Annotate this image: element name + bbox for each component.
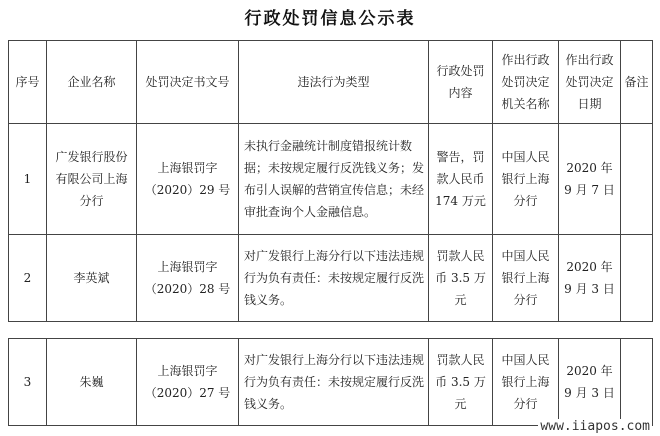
header-authority: 作出行政处罚决定机关名称 [493,41,559,124]
cell-violation: 对广发银行上海分行以下违法违规行为负有责任：未按规定履行反洗钱义务。 [239,235,429,322]
cell-decision-no: 上海银罚字（2020）29 号 [137,124,239,235]
cell-decision-no: 上海银罚字（2020）27 号 [137,339,239,426]
penalty-table [8,40,653,322]
cell-authority: 中国人民银行上海分行 [493,339,559,426]
cell-company: 朱巍 [47,339,137,426]
watermark: www.iiapos.com [540,419,650,434]
cell-note [621,124,653,235]
cell-penalty: 罚款人民币 3.5 万元 [429,235,493,322]
cell-date: 2020 年 9 月 3 日 [559,235,621,322]
cell-company: 广发银行股份有限公司上海分行 [47,124,137,235]
header-note: 备注 [621,41,653,124]
header-seq: 序号 [9,41,47,124]
cell-note [621,339,653,426]
cell-note [621,235,653,322]
table-row [9,235,653,322]
cell-date: 2020 年 9 月 3 日 [559,339,621,426]
header-violation: 违法行为类型 [239,41,429,124]
cell-penalty: 警告，罚款人民币174 万元 [429,124,493,235]
cell-authority: 中国人民银行上海分行 [493,235,559,322]
table-row [9,339,653,426]
cell-company: 李英斌 [47,235,137,322]
cell-decision-no: 上海银罚字（2020）28 号 [137,235,239,322]
cell-seq: 3 [9,339,47,426]
header-penalty: 行政处罚内容 [429,41,493,124]
cell-seq: 2 [9,235,47,322]
cell-violation: 对广发银行上海分行以下违法违规行为负有责任：未按规定履行反洗钱义务。 [239,339,429,426]
cell-date: 2020 年 9 月 7 日 [559,124,621,235]
cell-seq: 1 [9,124,47,235]
cell-penalty: 罚款人民币 3.5 万元 [429,339,493,426]
header-date: 作出行政处罚决定日期 [559,41,621,124]
header-decision-no: 处罚决定书文号 [137,41,239,124]
header-company: 企业名称 [47,41,137,124]
table-row [9,124,653,235]
penalty-table-continued [8,338,653,426]
table-header-row [9,41,653,124]
cell-authority: 中国人民银行上海分行 [493,124,559,235]
page-title: 行政处罚信息公示表 [244,9,416,29]
cell-violation: 未执行金融统计制度错报统计数据；未按规定履行反洗钱义务；发布引人误解的营销宣传信息；未经审批查询个人金融信息。 [239,124,429,235]
